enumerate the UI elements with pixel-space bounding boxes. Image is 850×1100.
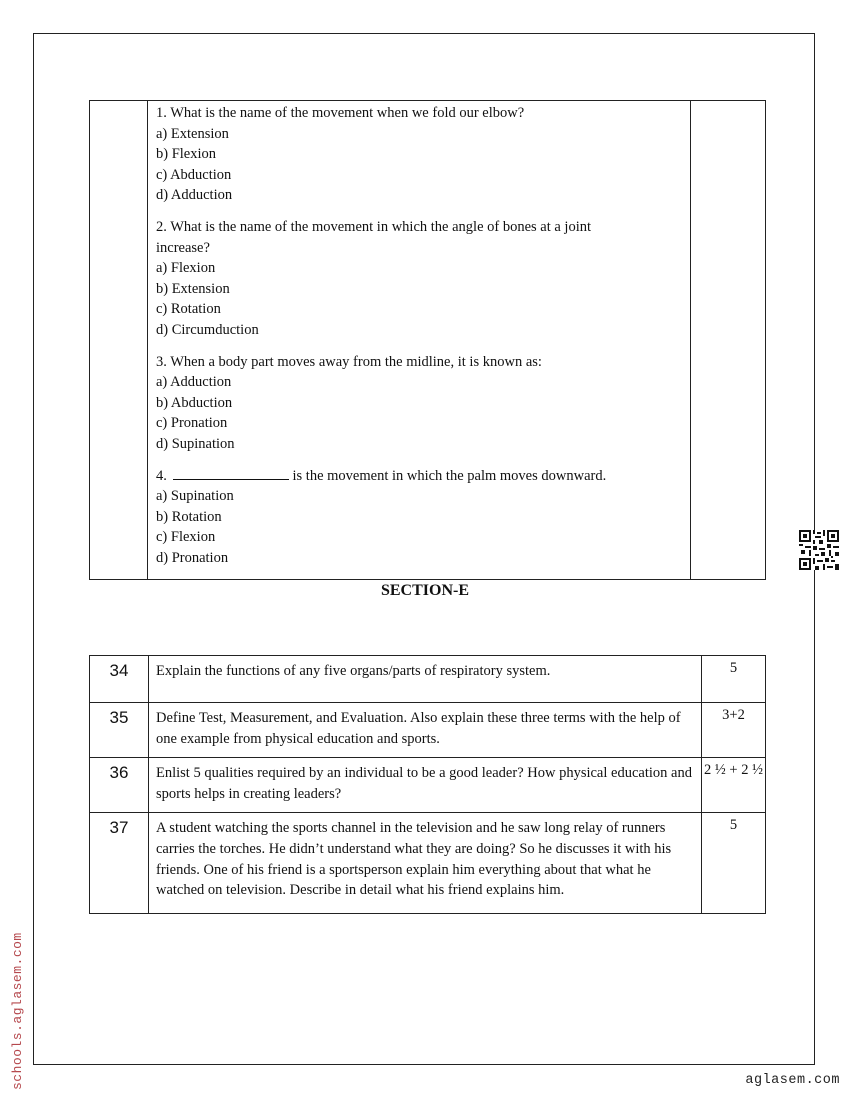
mcq-number-column — [90, 101, 148, 579]
footer-brand: aglasem.com — [745, 1073, 840, 1088]
option: a) Adduction — [156, 374, 232, 391]
option: c) Rotation — [156, 301, 221, 318]
question-marks: 3+2 — [702, 703, 766, 758]
mcq-questions — [156, 103, 686, 579]
question-text: Define Test, Measurement, and Evaluation. Also explain these three terms with the help of one example from physical education and sports. — [149, 703, 702, 758]
fill-in-blank — [173, 466, 289, 480]
mcq-table — [89, 100, 766, 580]
option: a) Extension — [156, 125, 229, 142]
question-text: 2. What is the name of the movement in which the angle of bones at a joint — [156, 218, 592, 235]
question-text: 1. What is the name of the movement when we fold our elbow? — [156, 105, 525, 121]
option: d) Adduction — [156, 187, 233, 204]
question-marks: 5 — [702, 813, 766, 913]
option: a) Flexion — [156, 260, 216, 277]
question-number: 36 — [90, 758, 149, 813]
mcq-marks-column — [690, 101, 765, 579]
mcq-question-4 — [156, 466, 686, 569]
table-row — [90, 813, 766, 913]
section-title: SECTION-E — [380, 582, 470, 599]
table-row — [90, 703, 766, 758]
section-e-table — [89, 655, 766, 914]
question-marks: 2 ½ + 2 ½ — [702, 758, 766, 813]
option: b) Flexion — [156, 146, 217, 163]
qr-code-icon — [799, 530, 839, 570]
mcq-question-2 — [156, 217, 686, 341]
question-number: 37 — [90, 813, 149, 913]
question-text: 3. When a body part moves away from the midline, it is known as: — [156, 353, 542, 370]
option: b) Abduction — [156, 394, 233, 411]
watermark-text: schools.aglasem.com — [10, 932, 25, 1090]
option: b) Extension — [156, 280, 230, 297]
question-text: Explain the functions of any five organs/parts of respiratory system. — [149, 656, 702, 703]
table-row — [90, 758, 766, 813]
option: c) Abduction — [156, 166, 232, 183]
option: a) Supination — [156, 488, 234, 505]
option: c) Flexion — [156, 529, 216, 546]
option: b) Rotation — [156, 508, 222, 525]
question-number: 34 — [90, 656, 149, 703]
question-suffix: is the movement in which the palm moves downward. — [292, 467, 607, 484]
question-marks: 5 — [702, 656, 766, 703]
question-text: increase? — [156, 239, 210, 256]
question-number: 35 — [90, 703, 149, 758]
question-text: Enlist 5 qualities required by an individual to be a good leader? How physical education and sports helps in creating leaders? — [149, 758, 702, 813]
option: d) Pronation — [156, 549, 229, 566]
question-text: A student watching the sports channel in the television and he saw long relay of runners carries the torches. He didn’t understand what they are doing? So he discusses it with his friends. One of his friend is a sportsperson explain him everything about that what he watched on television. Describe in detail what his friend explains him. — [149, 813, 702, 913]
question-text — [156, 466, 686, 487]
option: d) Supination — [156, 435, 235, 452]
question-prefix: 4. — [156, 467, 167, 484]
option: c) Pronation — [156, 415, 228, 432]
side-watermark — [10, 905, 30, 1090]
mcq-question-3 — [156, 352, 686, 455]
table-row — [90, 656, 766, 703]
mcq-question-1 — [156, 103, 686, 206]
option: d) Circumduction — [156, 321, 259, 338]
